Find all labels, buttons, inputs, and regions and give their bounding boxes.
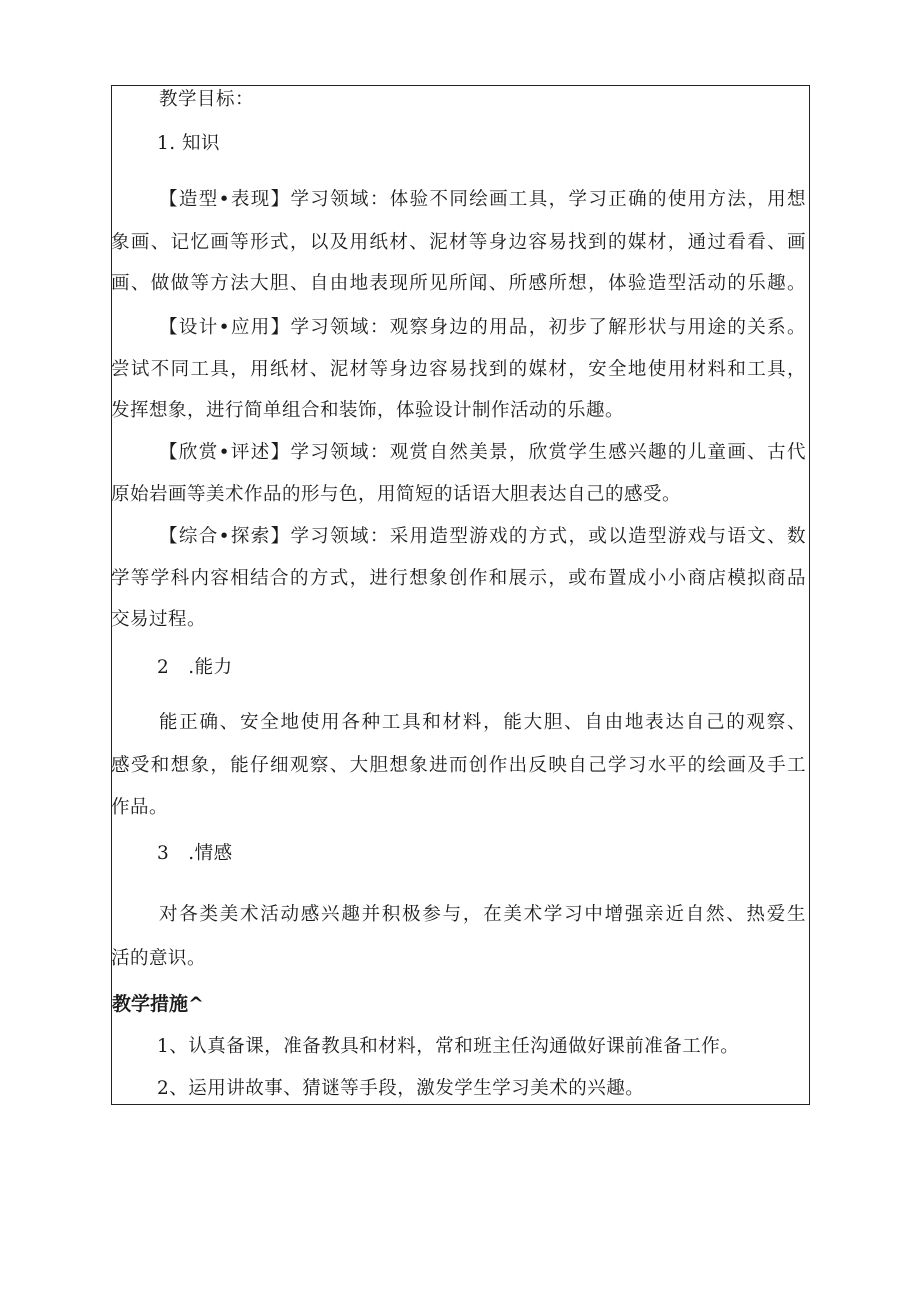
synthesis-line-3: 交易过程。 xyxy=(111,609,207,630)
appreciation-line-1: 【欣赏•评述】学习领域：观赏自然美景，欣赏学生感兴趣的儿童画、古代 xyxy=(159,442,806,463)
appreciation-line-2: 原始岩画等美术作品的形与色，用简短的话语大胆表达自己的感受。 xyxy=(111,484,682,505)
design-line-2: 尝试不同工具，用纸材、泥材等身边容易找到的媒材，安全地使用材料和工具， xyxy=(111,359,806,380)
shaping-line-1: 【造型•表现】学习领域：体验不同绘画工具，学习正确的使用方法，用想 xyxy=(159,189,806,210)
synthesis-line-2: 学等学科内容相结合的方式，进行想象创作和展示，或布置成小小商店模拟商品 xyxy=(111,568,806,589)
shaping-line-2: 象画、记忆画等形式，以及用纸材、泥材等身边容易找到的媒材，通过看看、画 xyxy=(111,232,806,253)
measure-item-1: 1、认真备课，准备教具和材料，常和班主任沟通做好课前准备工作。 xyxy=(157,1036,740,1057)
teaching-goals-heading: 教学目标： xyxy=(159,89,255,110)
design-line-3: 发挥想象，进行简单组合和装饰，体验设计制作活动的乐趣。 xyxy=(111,400,625,421)
emotion-heading: 3 .情感 xyxy=(157,843,233,864)
ability-heading: 2 .能力 xyxy=(157,657,233,678)
ability-line-2: 感受和想象，能仔细观察、大胆想象进而创作出反映自己学习水平的绘画及手工 xyxy=(111,755,806,776)
knowledge-heading: 1. 知识 xyxy=(157,133,221,154)
measure-item-2: 2、运用讲故事、猜谜等手段，激发学生学习美术的兴趣。 xyxy=(157,1078,645,1099)
synthesis-line-1: 【综合•探索】学习领域：采用造型游戏的方式，或以造型游戏与语文、数 xyxy=(159,526,806,547)
shaping-line-3: 画、做做等方法大胆、自由地表现所见所闻、所感所想，体验造型活动的乐趣。 xyxy=(111,273,806,294)
design-line-1: 【设计•应用】学习领域：观察身边的用品，初步了解形状与用途的关系。 xyxy=(159,317,806,338)
emotion-line-1: 对各类美术活动感兴趣并积极参与，在美术学习中增强亲近自然、热爱生 xyxy=(159,904,806,925)
teaching-measures-heading: 教学措施^ xyxy=(112,993,204,1015)
emotion-line-2: 活的意识。 xyxy=(111,948,207,969)
ability-line-1: 能正确、安全地使用各种工具和材料，能大胆、自由地表达自己的观察、 xyxy=(159,712,806,733)
ability-line-3: 作品。 xyxy=(111,797,169,818)
